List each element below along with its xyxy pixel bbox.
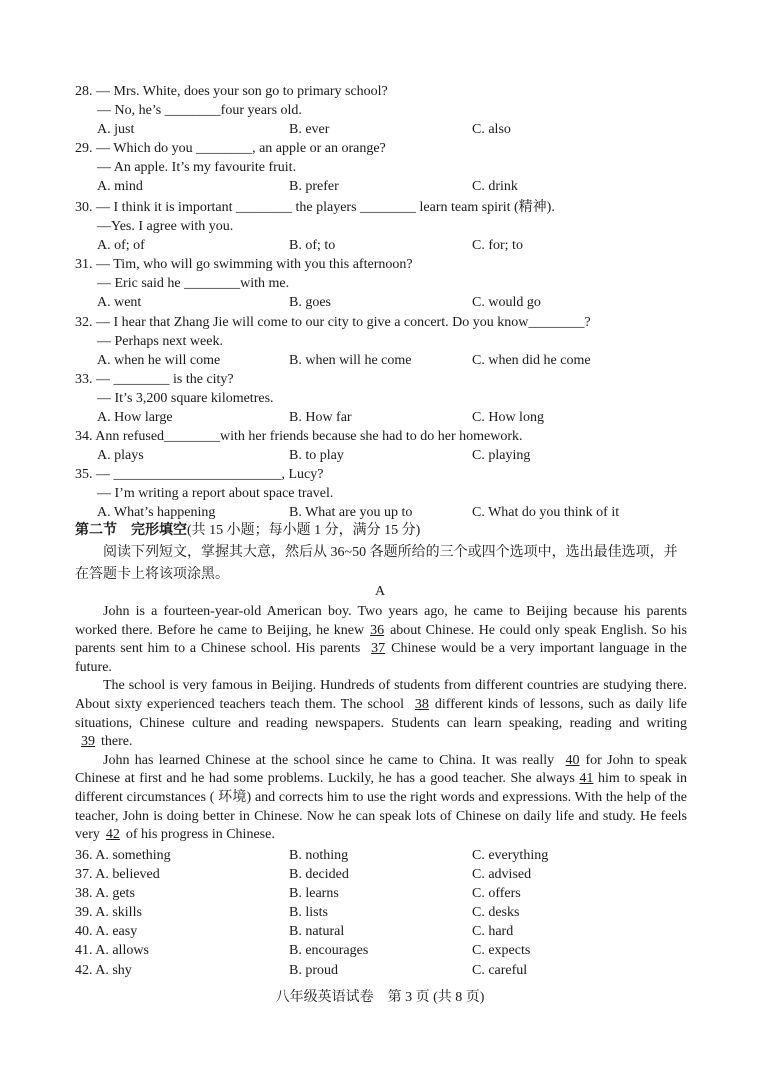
q39-options <box>75 903 695 922</box>
q30-option-a: A. of; of <box>97 238 145 254</box>
q40-option-c: C. hard <box>472 924 514 940</box>
blank-41: 41 <box>579 771 594 787</box>
blank-40: 40 <box>565 752 580 768</box>
q35-option-a: A. What’s happening <box>97 505 216 521</box>
q31-option-a: A. went <box>97 295 142 311</box>
q33-prompt: 33. — ________ is the city? <box>75 372 234 387</box>
q28-option-b: B. ever <box>289 122 330 138</box>
q33-option-a: A. How large <box>97 410 173 426</box>
q34-option-b: B. to play <box>289 448 344 464</box>
q28-response: — No, he’s ________four years old. <box>97 103 302 119</box>
q35-option-b: B. What are you up to <box>289 505 413 521</box>
q40-option-b: B. natural <box>289 924 345 940</box>
q35-option-c: C. What do you think of it <box>472 505 620 521</box>
q29-option-b: B. prefer <box>289 179 339 195</box>
q29-prompt: 29. — Which do you ________, an apple or an orange? <box>75 141 386 156</box>
q32-prompt: 32. — I hear that Zhang Jie will come to our city to give a concert. Do you know________? <box>75 315 591 330</box>
q42-option-b: B. proud <box>289 962 338 978</box>
q38-option-b: B. learns <box>289 886 339 902</box>
q29-option-a: A. mind <box>97 179 143 195</box>
q33-response: — It’s 3,200 square kilometres. <box>97 391 274 407</box>
q40-option-a: 40. A. easy <box>75 924 138 940</box>
q42-options <box>75 961 695 980</box>
passage-title: A <box>374 584 386 599</box>
q34-prompt: 34. Ann refused________with her friends because she had to do her homework. <box>75 429 523 444</box>
q32-option-b: B. when will he come <box>289 353 412 369</box>
question-30 <box>75 198 695 255</box>
q39-option-b: B. lists <box>289 905 328 921</box>
q40-options <box>75 922 695 941</box>
q28-option-c: C. also <box>472 122 511 138</box>
q39-option-c: C. desks <box>472 905 520 921</box>
q36-option-c: C. everything <box>472 848 549 863</box>
q33-option-c: C. How long <box>472 410 544 426</box>
q38-option-a: 38. A. gets <box>75 886 135 902</box>
q30-response: —Yes. I agree with you. <box>97 219 234 235</box>
blank-39: 39 <box>81 734 95 750</box>
q42-option-a: 42. A. shy <box>75 962 132 978</box>
passage-paragraph-2: The school is very famous in Beijing. Hundreds of students from different countries are studying there. About sixty experienced teachers teach them. The school 38 different kinds of lessons, such as daily life situations, Chinese culture and reading newspapers. Students can learn speaking, reading and writing 39 there. <box>75 678 687 750</box>
q41-options <box>75 941 695 960</box>
q36-option-b: B. nothing <box>289 848 349 863</box>
q32-option-a: A. when he will come <box>97 353 221 369</box>
instructions-text: 阅读下列短文，掌握其大意，然后从 36~50 各题所给的三个或四个选项中，选出最佳选项，并在答题卡上将该项涂黑。 <box>75 545 678 582</box>
q38-option-c: C. offers <box>472 886 521 902</box>
page-footer: 八年级英语试卷 第 3 页 (共 8 页) <box>275 990 485 1005</box>
q37-options <box>75 865 695 884</box>
q34-option-a: A. plays <box>97 448 144 464</box>
q37-option-b: B. decided <box>289 867 349 883</box>
blank-36: 36 <box>370 622 385 638</box>
q35-response: — I’m writing a report about space travel. <box>97 486 334 502</box>
q31-option-c: C. would go <box>472 295 541 311</box>
q28-prompt: 28. — Mrs. White, does your son go to primary school? <box>75 84 388 99</box>
q41-option-a: 41. A. allows <box>75 943 149 959</box>
q36-options <box>75 846 695 865</box>
question-32 <box>75 313 695 370</box>
q37-option-a: 37. A. believed <box>75 867 160 883</box>
q30-option-b: B. of; to <box>289 238 336 254</box>
q37-option-c: C. advised <box>472 867 532 883</box>
question-29 <box>75 139 695 196</box>
q32-response: — Perhaps next week. <box>97 334 223 350</box>
passage-paragraph-3: John has learned Chinese at the school since he came to China. It was really 40 for John to speak Chinese at first and he had some problems. Luckily, he has a good teacher. She always 41 him to speak in different circumstances ( 环境) and corrects him to use the right words and expressions. With the help of the teacher, John is doing better in Chinese. Now he can speak lots of Chinese on daily life and study. He feels very 42 of his progress in Chinese. <box>75 752 688 843</box>
q28-option-a: A. just <box>97 122 135 138</box>
section-title: 第二节 完形填空 <box>75 523 187 538</box>
q41-option-b: B. encourages <box>289 943 369 959</box>
question-33 <box>75 370 695 427</box>
question-31 <box>75 255 695 312</box>
blank-42: 42 <box>105 827 120 843</box>
q39-option-a: 39. A. skills <box>75 905 142 921</box>
q31-response: — Eric said he ________with me. <box>97 276 290 292</box>
question-34 <box>75 427 695 465</box>
q30-option-c: C. for; to <box>472 238 523 254</box>
q29-option-c: C. drink <box>472 179 518 195</box>
q38-options <box>75 884 695 903</box>
cloze-options <box>75 846 695 980</box>
section-instructions <box>75 542 690 586</box>
q30-prompt: 30. — I think it is important ________ the players ________ learn team spirit (精神). <box>75 200 555 215</box>
q33-option-b: B. How far <box>289 410 352 426</box>
q36-option-a: 36. A. something <box>75 848 171 863</box>
blank-37: 37 <box>371 641 386 657</box>
q35-prompt: 35. — ________________________, Lucy? <box>75 467 324 482</box>
q31-option-b: B. goes <box>289 295 331 311</box>
passage-paragraph-1: John is a fourteen-year-old American boy. Two years ago, he came to Beijing because his parents worked there. Before he came to Beijing, he knew 36 about Chinese. He could only speak English. So his parents sent him to a Chinese school. His parents 37 Chinese would be a very important language in the future. <box>75 604 687 675</box>
q32-option-c: C. when did he come <box>472 353 591 369</box>
q34-option-c: C. playing <box>472 448 531 464</box>
section-scoring-note: (共 15 小题；每小题 1 分，满分 15 分) <box>187 523 421 538</box>
q29-response: — An apple. It’s my favourite fruit. <box>97 160 297 176</box>
question-35 <box>75 465 695 522</box>
q41-option-c: C. expects <box>472 943 531 959</box>
section-heading <box>75 521 420 541</box>
cloze-passage <box>75 603 687 845</box>
q42-option-c: C. careful <box>472 962 528 978</box>
q31-prompt: 31. — Tim, who will go swimming with you this afternoon? <box>75 257 413 272</box>
question-28 <box>75 82 695 139</box>
blank-38: 38 <box>414 696 429 712</box>
